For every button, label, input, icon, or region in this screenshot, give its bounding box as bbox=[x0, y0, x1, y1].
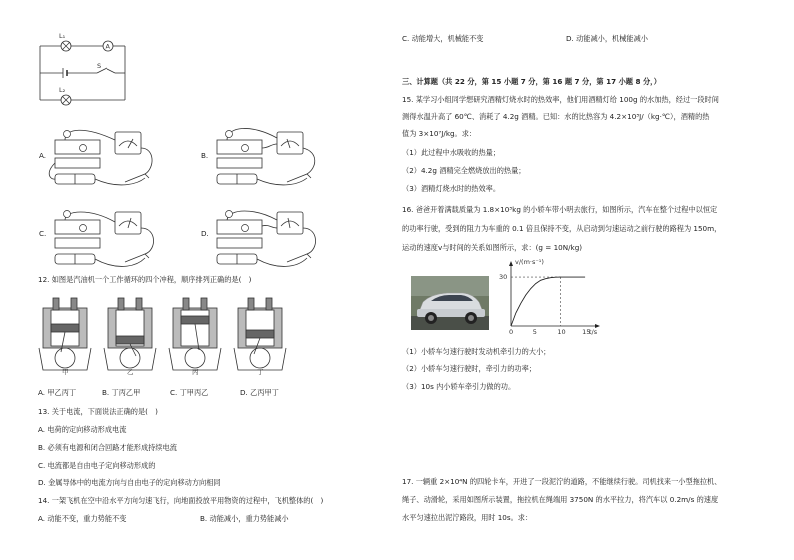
section-3-heading: 三、计算题（共 22 分，第 15 小题 7 分，第 16 题 7 分，第 17 小题 8 分，） bbox=[402, 77, 661, 86]
q12-option-d[interactable]: D. 乙丙甲丁 bbox=[240, 388, 279, 397]
x-axis-label: t/s bbox=[589, 328, 598, 336]
q13-option-b[interactable]: B. 必须有电源和闭合回路才能形成持续电流 bbox=[38, 443, 177, 452]
label-s: S bbox=[97, 62, 102, 70]
q14-option-c[interactable]: C. 动能增大，机械能不变 bbox=[402, 34, 484, 43]
option-letter-a: A. bbox=[39, 151, 47, 160]
q14-option-a[interactable]: A. 动能不变，重力势能不变 bbox=[38, 514, 127, 523]
q14-stem: 14. 一架飞机在空中沿水平方向匀速飞行，向地面投放平用物资的过程中，飞机整体的( ) bbox=[38, 496, 324, 505]
q17-line-2: 绳子、动滑轮，采用如图所示装置，拖拉机在绳端用 3750N 的水平拉力，将汽车以 0.2m/s 的速度 bbox=[402, 495, 719, 504]
q12-option-a[interactable]: A. 甲乙丙丁 bbox=[38, 388, 77, 397]
physical-circuit-c bbox=[45, 198, 165, 273]
q13-option-d[interactable]: D. 金属导体中的电流方向与自由电子的定向移动方向相同 bbox=[38, 478, 221, 487]
engine-strokes bbox=[35, 290, 295, 375]
label-l1: L₁ bbox=[59, 32, 66, 40]
option-letter-d: D. bbox=[201, 229, 209, 238]
q17-line-3: 水平匀速拉出泥泞路段，用时 10s。求： bbox=[402, 513, 533, 522]
q15-sub-3: （3）酒精灯烧水时的热效率。 bbox=[402, 184, 501, 193]
q16-line-1: 16. 爸爸开着满载质量为 1.8×10³kg 的小轿车带小明去旅行，如图所示，汽车在整个过程中以恒定 bbox=[402, 205, 718, 214]
q16-sub-1: （1）小轿车匀速行驶时发动机牵引力的大小； bbox=[402, 347, 551, 356]
option-letter-b: B. bbox=[201, 151, 209, 160]
circuit-diagram bbox=[35, 28, 130, 108]
velocity-time-graph bbox=[497, 258, 607, 334]
lamp-l1-icon bbox=[61, 41, 71, 51]
option-letter-c: C. bbox=[39, 229, 47, 238]
q12-option-b[interactable]: B. 丁丙乙甲 bbox=[102, 388, 141, 397]
physical-circuit-d bbox=[207, 198, 327, 273]
engine-bing-icon bbox=[169, 298, 221, 370]
q15-sub-1: （1）此过程中水吸收的热量； bbox=[402, 148, 501, 157]
q13-option-a[interactable]: A. 电荷的定向移动形成电流 bbox=[38, 425, 127, 434]
q15-line-3: 值为 3×10⁷J/kg。求： bbox=[402, 129, 477, 138]
q16-sub-2: （2）小轿车匀速行驶时，牵引力的功率； bbox=[402, 364, 536, 373]
q12-option-c[interactable]: C. 丁甲丙乙 bbox=[170, 388, 209, 397]
q15-line-2: 测得水温升高了 60℃、消耗了 4.2g 酒精。已知：水的比热容为 4.2×10³J/（kg·℃），酒精的热 bbox=[402, 112, 710, 121]
x-tick-5: 5 bbox=[532, 328, 537, 336]
y-axis-arrow-icon bbox=[509, 261, 513, 266]
q14-option-b[interactable]: B. 动能减小，重力势能减小 bbox=[200, 514, 289, 523]
q17-line-1: 17. 一辆重 2×10⁴N 的四轮卡车，开进了一段泥泞的道路，不能继续行驶。司机找来一小型拖拉机、 bbox=[402, 477, 722, 486]
y-axis-label: v/(m·s⁻¹) bbox=[515, 258, 544, 266]
engine-ding-icon bbox=[234, 298, 286, 370]
x-tick-0: 0 bbox=[509, 328, 514, 336]
velocity-curve bbox=[511, 277, 585, 326]
q15-sub-2: （2）4.2g 酒精完全燃烧放出的热量； bbox=[402, 166, 526, 175]
engine-label-ding: 丁 bbox=[257, 368, 264, 376]
y-tick-30: 30 bbox=[499, 273, 508, 282]
lamp-l2-icon bbox=[61, 95, 71, 105]
physical-circuit-b bbox=[207, 118, 327, 193]
q14-option-d[interactable]: D. 动能减小，机械能减小 bbox=[566, 34, 648, 43]
q13-option-c[interactable]: C. 电流都是自由电子定向移动形成的 bbox=[38, 461, 156, 470]
q16-line-3: 运动的速度v与时间的关系如图所示，求：(g = 10N/kg) bbox=[402, 243, 583, 252]
x-tick-15: 15 bbox=[582, 328, 591, 336]
engine-label-bing: 丙 bbox=[192, 368, 199, 376]
label-l2: L₂ bbox=[59, 86, 66, 94]
engine-yi-icon bbox=[104, 298, 156, 370]
car-photo bbox=[411, 276, 489, 330]
physical-circuit-a bbox=[45, 118, 165, 193]
x-tick-10: 10 bbox=[557, 328, 566, 336]
label-a: A bbox=[105, 42, 110, 51]
q15-line-1: 15. 某学习小组同学想研究酒精灯烧水时的热效率，他们用酒精灯给 100g 的水加热，经过一段时间 bbox=[402, 95, 719, 104]
q13-stem: 13. 关于电流，下面说法正确的是( ) bbox=[38, 407, 158, 416]
engine-label-jia: 甲 bbox=[62, 368, 69, 376]
q16-sub-3: （3）10s 内小轿车牵引力做的功。 bbox=[402, 382, 516, 391]
engine-jia-icon bbox=[39, 298, 91, 370]
engine-label-yi: 乙 bbox=[127, 368, 134, 376]
q12-stem: 12. 如图是汽油机一个工作循环的四个冲程，顺序排列正确的是( ) bbox=[38, 275, 252, 284]
q16-line-2: 的功率行驶，受到的阻力为车重的 0.1 倍且保持不变，从启动到匀速运动之前行驶的路程为 150m， bbox=[402, 224, 722, 233]
